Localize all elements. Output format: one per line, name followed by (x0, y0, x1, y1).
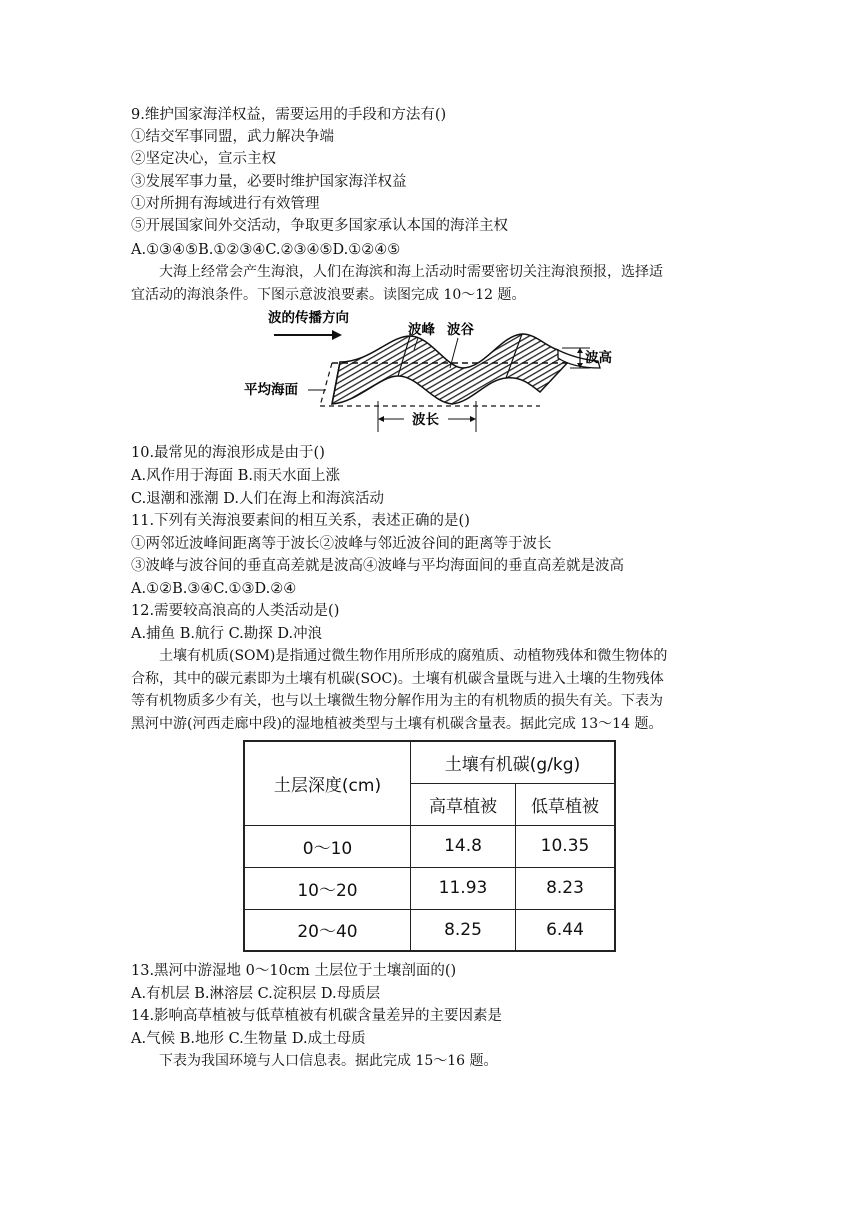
soil-intro-line-1: 土壤有机质(SOM)是指通过微生物作用所形成的腐殖质、动植物残体和微生物体的 (159, 648, 668, 664)
depth-cell: 10～20 (244, 867, 411, 909)
depth-cell: 20～40 (244, 909, 411, 951)
q11-stem: 11.下列有关海浪要素间的相互关系，表述正确的是() (131, 513, 470, 529)
q12-stem: 12.需要较高浪高的人类活动是() (131, 603, 340, 619)
q10-stem: 10.最常见的海浪形成是由于() (131, 445, 325, 461)
soil-intro-line-2: 合称，其中的碳元素即为土壤有机碳(SOC)。土壤有机碳含量既与进入土壤的生物残体 (131, 670, 664, 687)
low-cell: 6.44 (516, 909, 616, 951)
height-label: 波高 (585, 350, 612, 366)
q9-item-2: ②坚定决心，宣示主权 (131, 151, 276, 167)
q14-options: A.气候 B.地形 C.生物量 D.成土母质 (131, 1031, 366, 1047)
soc-header: 土壤有机碳(g/kg) (411, 741, 616, 783)
direction-label: 波的传播方向 (268, 310, 349, 326)
q10-options-2: C.退潮和涨潮 D.人们在海上和海滨活动 (131, 491, 385, 507)
mean-level-label: 平均海面 (244, 382, 298, 398)
low-cell: 10.35 (516, 825, 616, 867)
col-tall-header: 高草植被 (411, 783, 516, 825)
wave-intro (131, 261, 731, 306)
q13-stem: 13.黑河中游湿地 0～10cm 土层位于土壤剖面的() (131, 963, 457, 979)
wave-surface (332, 334, 600, 404)
crest-label: 波峰 (408, 322, 435, 338)
wave-intro-line-2: 宜活动的海浪条件。下图示意波浪要素。读图完成 10～12 题。 (131, 286, 526, 303)
wave-diagram (240, 306, 625, 434)
tall-cell: 8.25 (411, 909, 516, 951)
table-row (244, 909, 615, 951)
q14-stem: 14.影响高草植被与低草植被有机碳含量差异的主要因素是 (131, 1008, 503, 1024)
q10-options-1: A.风作用于海面 B.雨天水面上涨 (131, 468, 340, 484)
direction-arrow (274, 330, 342, 340)
q13-options: A.有机层 B.淋溶层 C.淀积层 D.母质层 (131, 986, 381, 1002)
trough-label: 波谷 (447, 322, 474, 338)
table-row (244, 867, 615, 909)
q9-item-1: ①结交军事同盟，武力解决争端 (131, 129, 334, 145)
col-low-header: 低草植被 (516, 783, 616, 825)
wave-intro-line-1: 大海上经常会产生海浪，人们在海滨和海上活动时需要密切关注海浪预报，选择适 (159, 264, 663, 280)
q9-item-5: ⑤开展国家间外交活动，争取更多国家承认本国的海洋主权 (131, 218, 508, 234)
soil-intro-line-4: 黑河中游(河西走廊中段)的湿地植被类型与土壤有机碳含量表。据此完成 13～14 题。 (131, 715, 663, 732)
q9-item-3: ③发展军事力量，必要时维护国家海洋权益 (131, 174, 407, 190)
tall-cell: 11.93 (411, 867, 516, 909)
tall-cell: 14.8 (411, 825, 516, 867)
q9-options: A.①③④⑤B.①②③④C.②③④⑤D.①②④⑤ (131, 242, 401, 258)
q11-item-2: ③波峰与波谷间的垂直高差就是波高④波峰与平均海面间的垂直高差就是波高 (131, 558, 624, 574)
q9-item-4: ①对所拥有海域进行有效管理 (131, 196, 320, 212)
soil-intro-line-3: 等有机物质多少有关，也与以土壤微生物分解作用为主的有机物质的损失有关。下表为 (131, 693, 663, 709)
q11-item-1: ①两邻近波峰间距离等于波长②波峰与邻近波谷间的距离等于波长 (131, 536, 552, 552)
q12-options: A.捕鱼 B.航行 C.勘探 D.冲浪 (131, 626, 323, 642)
depth-cell: 0～10 (244, 825, 411, 867)
env-intro: 下表为我国环境与人口信息表。据此完成 15～16 题。 (159, 1053, 498, 1069)
soil-intro (131, 645, 731, 735)
low-cell: 8.23 (516, 867, 616, 909)
length-label: 波长 (412, 412, 439, 428)
depth-header: 土层深度(cm) (244, 741, 411, 825)
soil-carbon-table (243, 740, 616, 952)
q11-options: A.①②B.③④C.①③D.②④ (131, 581, 297, 597)
table-row (244, 825, 615, 867)
q9-stem: 9.维护国家海洋权益，需要运用的手段和方法有() (131, 107, 447, 123)
